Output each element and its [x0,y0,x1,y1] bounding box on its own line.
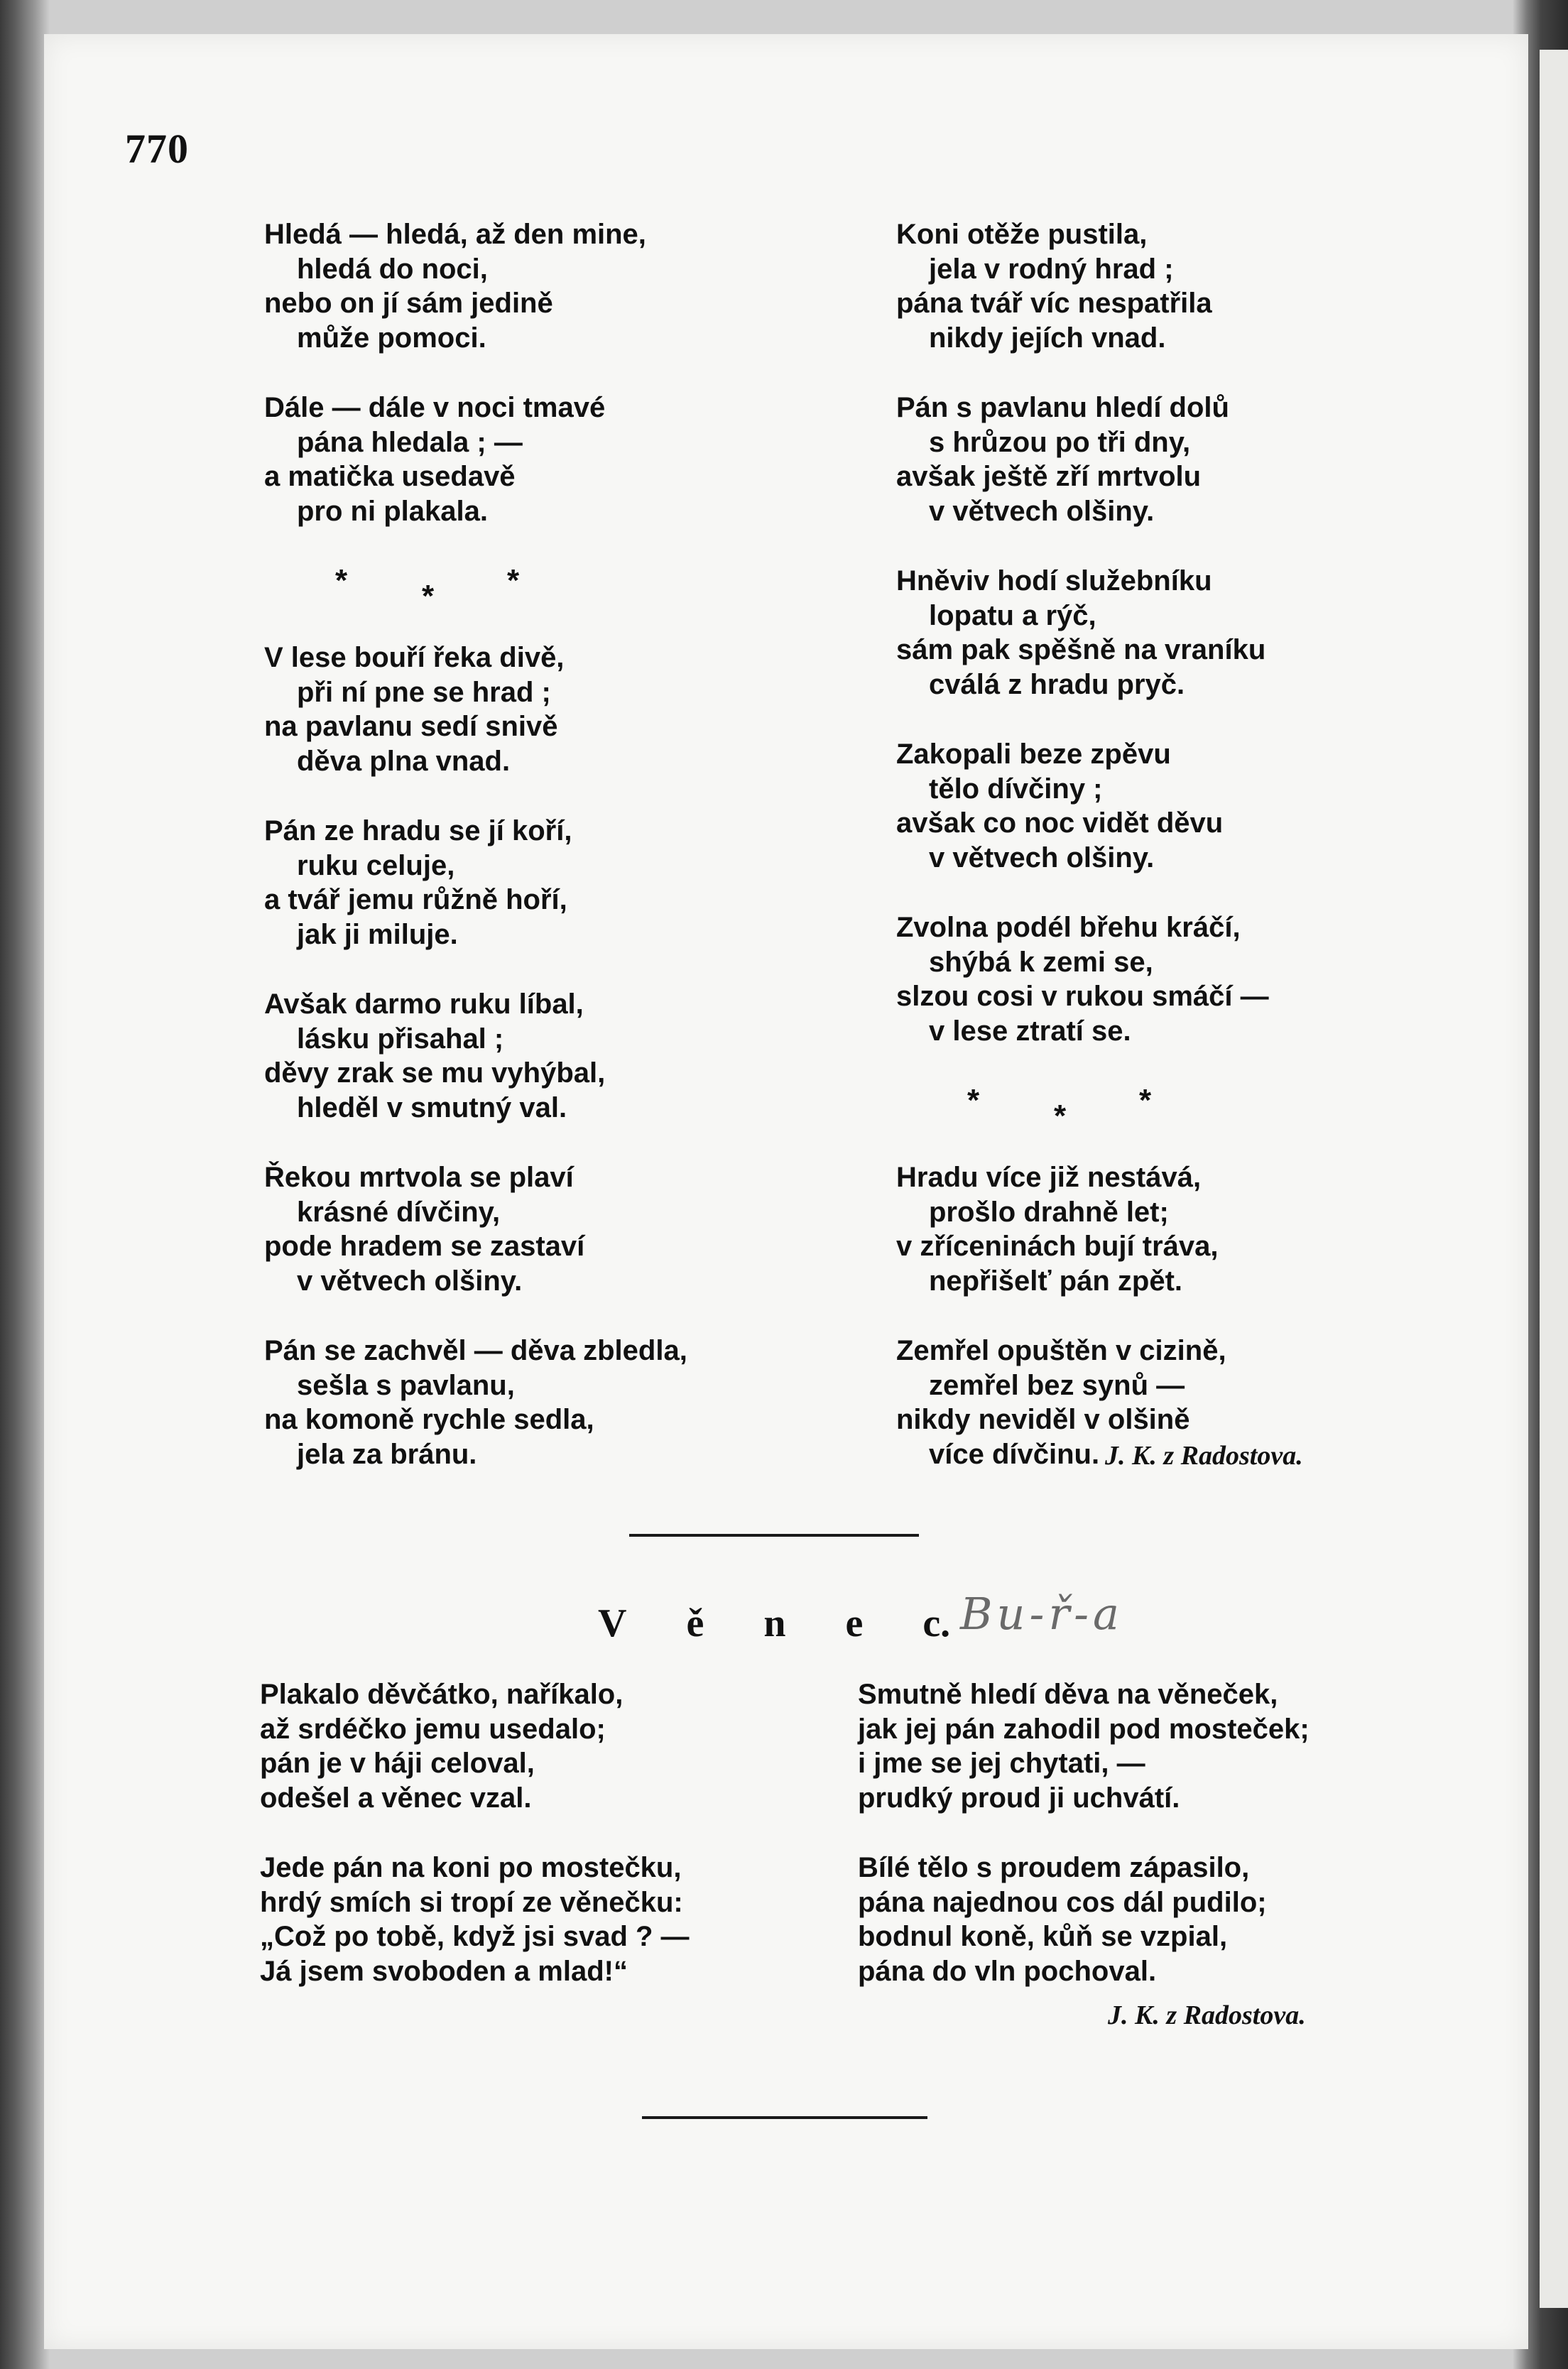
verse-line: prošlo drahně let; [929,1196,1169,1228]
poem1-left-column [264,217,775,1507]
title-letter: ě [686,1601,704,1645]
verse-line: odešel a věnec vzal. [260,1782,532,1814]
verse-line: hleděl v smutný val. [297,1091,567,1123]
verse-line: nikdy neviděl v olšině [896,1404,1190,1435]
poem2-signature: J. K. z Radostova. [1108,2000,1306,2030]
verse-line: Bílé tělo s proudem zápasilo, [858,1852,1250,1883]
verse-line: lopatu a rýč, [929,599,1096,631]
verse-line: Dále — dále v noci tmavé [264,392,606,423]
verse-line: Koni otěže pustila, [896,219,1148,250]
end-divider [642,2116,927,2119]
verse-line: pro ni plakala. [297,495,488,527]
verse-line: v zříceninách bují tráva, [896,1231,1219,1262]
verse-line: Smutně hledí děva na věneček, [858,1679,1278,1710]
verse-line: může pomoci. [297,322,486,354]
verse-line: Řekou mrtvola se plaví [264,1162,574,1193]
stanza [264,1160,775,1298]
verse-line: Zakopali beze zpěvu [896,739,1171,770]
verse-line: prudký proud ji uchvátí. [858,1782,1180,1814]
title-letter: c. [922,1601,951,1645]
verse-line: tělo dívčiny ; [929,773,1103,805]
verse-line: na pavlanu sedí snivě [264,711,558,742]
verse-line: s hrůzou po tři dny, [929,426,1191,458]
poem2-right-column [858,1677,1398,2024]
poem2-title [598,1601,950,1646]
verse-line: lásku přisahal ; [297,1023,504,1055]
verse-line: nepřišelť pán zpět. [929,1265,1183,1297]
title-letter: e [845,1601,864,1645]
section-divider [629,1534,919,1537]
section-break-asterisks [264,563,520,628]
poem1-signature: J. K. z Radostova. [1105,1441,1303,1471]
verse-line: pána najednou cos dál pudilo; [858,1886,1267,1918]
stanza [896,217,1351,355]
verse-line: slzou cosi v rukou smáčí — [896,981,1269,1012]
asterisk: * [1054,1099,1067,1133]
verse-line: pána hledala ; — [297,426,523,458]
verse-line: Pán se zachvěl — děva zbledla, [264,1335,687,1366]
verse-line: hrdý smích si tropí ze věnečku: [260,1886,683,1918]
stanza [264,1334,775,1471]
asterisk: * [967,1083,980,1118]
stanza [896,1160,1351,1298]
verse-line: zemřel bez synů — [929,1369,1185,1401]
stanza [260,1677,800,1815]
stanza [264,217,775,355]
verse-line: Hněviv hodí služebníku [896,565,1212,597]
adjacent-page-edge [1540,50,1568,2308]
verse-line: jela v rodný hrad ; [929,253,1174,285]
stanza [896,910,1351,1048]
verse-line: avšak co noc vidět děvu [896,807,1224,839]
verse-line: Jede pán na koni po mostečku, [260,1852,682,1883]
verse-line: nebo on jí sám jedině [264,288,553,319]
stanza [896,564,1351,702]
verse-line: Plakalo děvčátko, naříkalo, [260,1679,624,1710]
page-number: 770 [125,126,189,172]
asterisk: * [422,579,435,614]
verse-line: více dívčinu. [929,1438,1100,1470]
verse-line: shýbá k zemi se, [929,946,1153,978]
asterisk: * [1139,1083,1152,1118]
verse-line: jak ji miluje. [297,918,458,950]
asterisk: * [507,563,520,598]
verse-line: Zemřel opuštěn v cizině, [896,1335,1226,1366]
stanza [264,391,775,528]
verse-line: ruku celuje, [297,849,455,881]
verse-line: děvy zrak se mu vyhýbal, [264,1057,606,1089]
verse-line: v větvech olšiny. [929,842,1155,873]
verse-line: i jme se jej chytati, — [858,1748,1145,1779]
poem1-right-column [896,217,1351,1507]
stanza [858,1677,1398,1815]
verse-line: pána do vln pochoval. [858,1955,1157,1987]
stanza [896,737,1351,875]
verse-line: pán je v háji celoval, [260,1748,535,1779]
verse-line: „Což po tobě, když jsi svad ? — [260,1921,690,1952]
stanza [260,1851,800,1988]
verse-line: sám pak spěšně na vraníku [896,634,1266,665]
stanza [264,814,775,952]
stanza [896,391,1351,528]
verse-line: bodnul koně, kůň se vzpial, [858,1921,1228,1952]
section-break-asterisks [896,1083,1152,1148]
verse-line: nikdy jejích vnad. [929,322,1166,354]
stanza [264,641,775,778]
verse-line: pode hradem se zastaví [264,1231,585,1262]
verse-line: sešla s pavlanu, [297,1369,515,1401]
title-letter: n [763,1601,786,1645]
stanza [264,987,775,1125]
verse-line: v větvech olšiny. [929,495,1155,527]
verse-line: na komoně rychle sedla, [264,1404,594,1435]
verse-line: pána tvář víc nespatřila [896,288,1212,319]
handwritten-annotation: Bu-ř-a [960,1588,1123,1640]
verse-line: a matička usedavě [264,461,516,492]
verse-line: avšak ještě zří mrtvolu [896,461,1202,492]
verse-line: Pán s pavlanu hledí dolů [896,392,1229,423]
verse-line: Hledá — hledá, až den mine, [264,219,646,250]
verse-line: při ní pne se hrad ; [297,676,551,708]
verse-line: Já jsem svoboden a mlad!“ [260,1955,628,1987]
verse-line: Pán ze hradu se jí koří, [264,815,572,846]
verse-line: a tvář jemu růžně hoří, [264,884,567,915]
verse-line: krásné dívčiny, [297,1196,501,1228]
verse-line: Zvolna podél břehu kráčí, [896,912,1241,943]
stanza [858,1851,1398,1988]
verse-line: v větvech olšiny. [297,1265,523,1297]
verse-line: jak jej pán zahodil pod mosteček; [858,1713,1310,1745]
verse-line: hledá do noci, [297,253,488,285]
asterisk: * [335,563,348,598]
verse-line: Avšak darmo ruku líbal, [264,989,584,1020]
verse-line: v lese ztratí se. [929,1015,1131,1047]
verse-line: cválá z hradu pryč. [929,668,1185,700]
verse-line: V lese bouří řeka divě, [264,642,565,673]
title-letter: V [598,1601,627,1645]
verse-line: až srdéčko jemu usedalo; [260,1713,606,1745]
verse-line: jela za bránu. [297,1438,477,1470]
poem2-left-column [260,1677,800,2024]
verse-line: Hradu více již nestává, [896,1162,1202,1193]
verse-line: děva plna vnad. [297,745,511,777]
